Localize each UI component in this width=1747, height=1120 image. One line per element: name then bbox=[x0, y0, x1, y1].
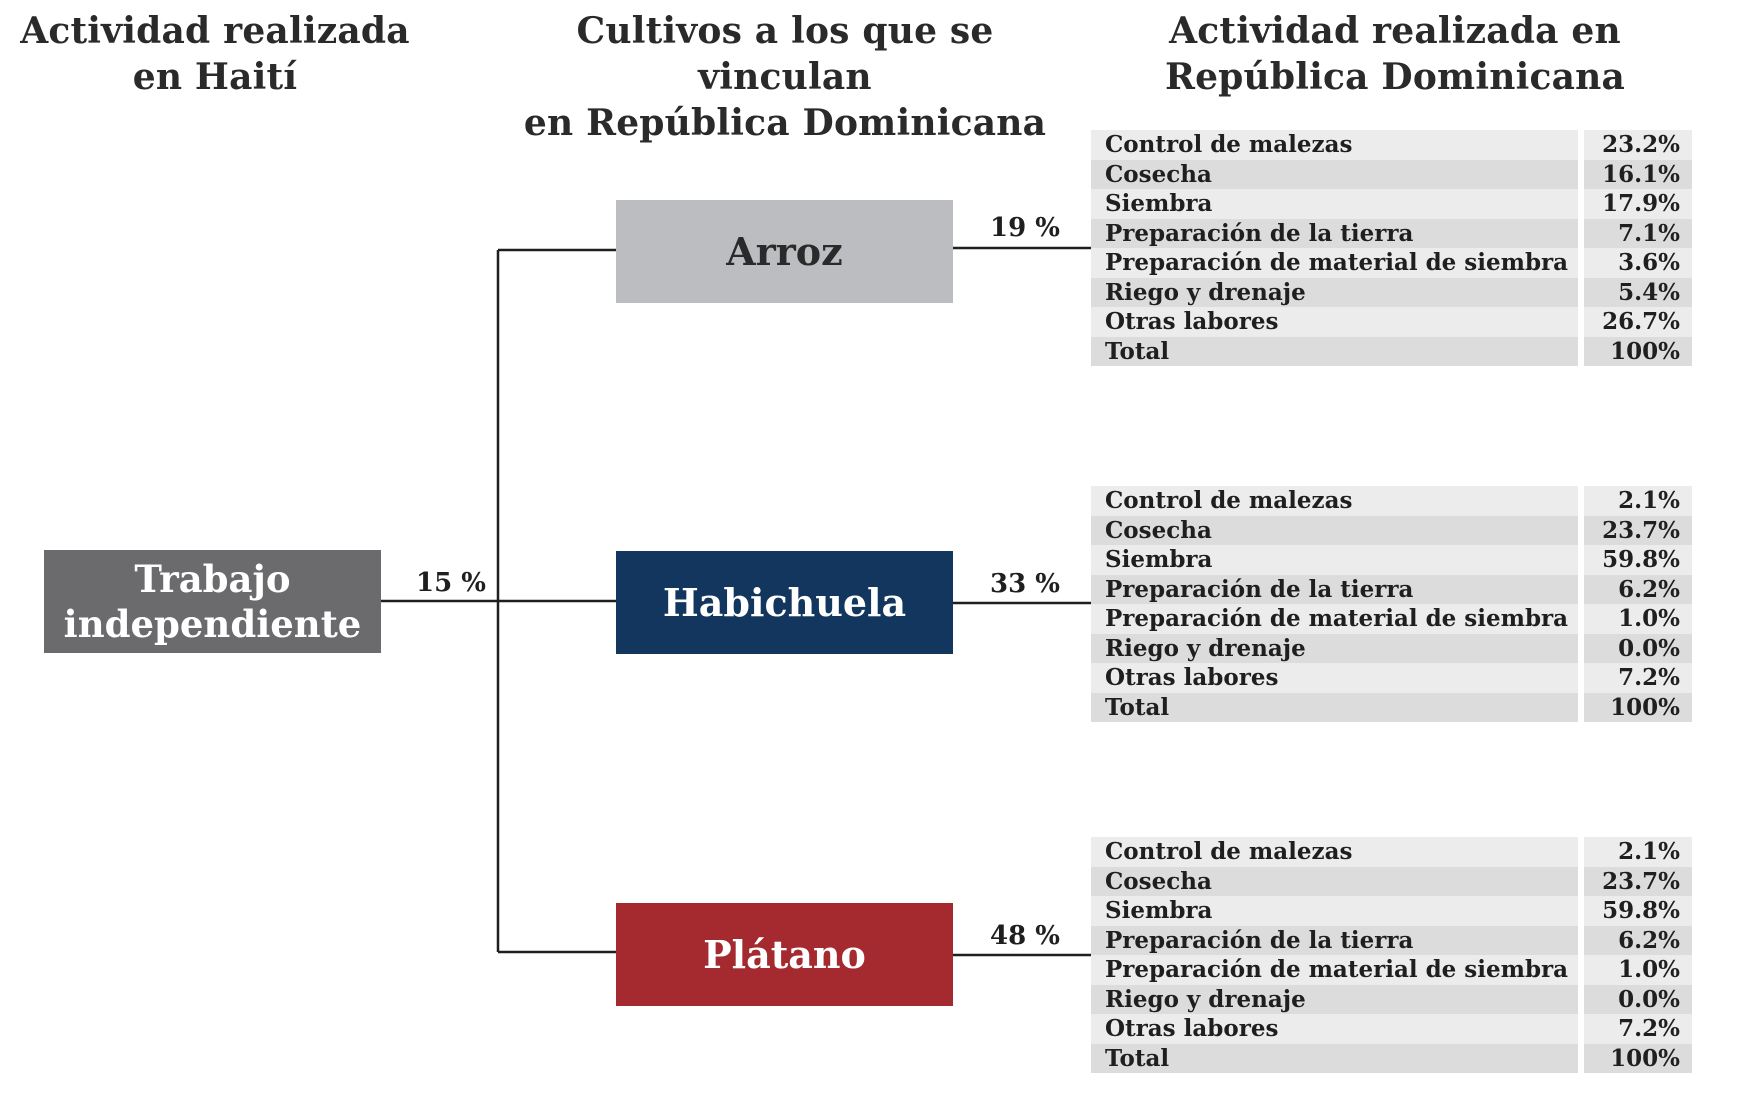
table-row bbox=[1091, 219, 1692, 249]
activity-label: Total bbox=[1091, 1044, 1578, 1074]
table-row-total bbox=[1091, 693, 1692, 723]
header-cultivos-line-2: en República Dominicana bbox=[523, 102, 1047, 144]
activity-value: 7.1% bbox=[1578, 219, 1692, 249]
crop-box-habichuela bbox=[616, 551, 953, 654]
table-row bbox=[1091, 837, 1692, 867]
activity-value: 23.7% bbox=[1578, 516, 1692, 546]
table-row bbox=[1091, 575, 1692, 605]
table-row bbox=[1091, 486, 1692, 516]
table-row bbox=[1091, 663, 1692, 693]
activity-label: Total bbox=[1091, 337, 1578, 367]
table-row bbox=[1091, 189, 1692, 219]
activity-label: Total bbox=[1091, 693, 1578, 723]
crop-percentage-arroz: 19 % bbox=[990, 213, 1060, 243]
activity-label: Preparación de material de siembra bbox=[1091, 604, 1578, 634]
table-row bbox=[1091, 985, 1692, 1015]
table-row bbox=[1091, 516, 1692, 546]
table-row bbox=[1091, 545, 1692, 575]
activity-label: Preparación de la tierra bbox=[1091, 219, 1578, 249]
activity-table-habichuela bbox=[1091, 486, 1692, 722]
activity-value: 23.7% bbox=[1578, 867, 1692, 897]
activity-label: Siembra bbox=[1091, 545, 1578, 575]
activity-label: Siembra bbox=[1091, 189, 1578, 219]
activity-label: Siembra bbox=[1091, 896, 1578, 926]
activity-label: Preparación de material de siembra bbox=[1091, 955, 1578, 985]
activity-value: 6.2% bbox=[1578, 926, 1692, 956]
source-box-trabajo-independiente bbox=[44, 550, 381, 653]
activity-value: 0.0% bbox=[1578, 985, 1692, 1015]
activity-value: 17.9% bbox=[1578, 189, 1692, 219]
crop-box-arroz bbox=[616, 200, 953, 303]
header-haiti-line-1: Actividad realizada bbox=[20, 10, 410, 52]
source-percentage: 15 % bbox=[416, 568, 486, 598]
source-label-line-1: Trabajo bbox=[134, 556, 291, 601]
crop-percentage-habichuela: 33 % bbox=[990, 569, 1060, 599]
activity-label: Preparación de material de siembra bbox=[1091, 248, 1578, 278]
table-row bbox=[1091, 1014, 1692, 1044]
table-row bbox=[1091, 130, 1692, 160]
table-row bbox=[1091, 926, 1692, 956]
table-row bbox=[1091, 867, 1692, 897]
crop-percentage-platano: 48 % bbox=[990, 921, 1060, 951]
activity-value: 7.2% bbox=[1578, 663, 1692, 693]
crop-box-platano bbox=[616, 903, 953, 1006]
activity-label: Otras labores bbox=[1091, 663, 1578, 693]
activity-table-arroz bbox=[1091, 130, 1692, 366]
activity-value: 6.2% bbox=[1578, 575, 1692, 605]
activity-label: Cosecha bbox=[1091, 867, 1578, 897]
activity-label: Control de malezas bbox=[1091, 837, 1578, 867]
activity-value: 100% bbox=[1578, 1044, 1692, 1074]
activity-value: 2.1% bbox=[1578, 837, 1692, 867]
table-row-total bbox=[1091, 1044, 1692, 1074]
table-row bbox=[1091, 634, 1692, 664]
activity-value: 100% bbox=[1578, 337, 1692, 367]
activity-label: Riego y drenaje bbox=[1091, 985, 1578, 1015]
activity-label: Cosecha bbox=[1091, 516, 1578, 546]
activity-value: 5.4% bbox=[1578, 278, 1692, 308]
activity-label: Control de malezas bbox=[1091, 130, 1578, 160]
activity-value: 26.7% bbox=[1578, 307, 1692, 337]
activity-value: 1.0% bbox=[1578, 955, 1692, 985]
activity-label: Preparación de la tierra bbox=[1091, 926, 1578, 956]
activity-value: 59.8% bbox=[1578, 896, 1692, 926]
header-rd-line-2: República Dominicana bbox=[1164, 56, 1626, 98]
table-row bbox=[1091, 160, 1692, 190]
activity-table-platano bbox=[1091, 837, 1692, 1073]
activity-value: 100% bbox=[1578, 693, 1692, 723]
header-rd-line-1: Actividad realizada en bbox=[1169, 10, 1621, 52]
activity-value: 59.8% bbox=[1578, 545, 1692, 575]
activity-label: Control de malezas bbox=[1091, 486, 1578, 516]
activity-value: 16.1% bbox=[1578, 160, 1692, 190]
table-row bbox=[1091, 955, 1692, 985]
activity-value: 2.1% bbox=[1578, 486, 1692, 516]
activity-label: Riego y drenaje bbox=[1091, 278, 1578, 308]
table-row bbox=[1091, 307, 1692, 337]
activity-value: 3.6% bbox=[1578, 248, 1692, 278]
header-cultivos-line-1: Cultivos a los que se vinculan bbox=[576, 10, 994, 98]
activity-value: 7.2% bbox=[1578, 1014, 1692, 1044]
activity-value: 1.0% bbox=[1578, 604, 1692, 634]
table-row bbox=[1091, 248, 1692, 278]
table-row-total bbox=[1091, 337, 1692, 367]
table-row bbox=[1091, 896, 1692, 926]
crop-label-platano: Plátano bbox=[703, 932, 866, 977]
activity-label: Otras labores bbox=[1091, 307, 1578, 337]
activity-label: Preparación de la tierra bbox=[1091, 575, 1578, 605]
header-haiti-line-2: en Haití bbox=[132, 56, 298, 98]
table-row bbox=[1091, 604, 1692, 634]
table-row bbox=[1091, 278, 1692, 308]
activity-value: 23.2% bbox=[1578, 130, 1692, 160]
activity-label: Otras labores bbox=[1091, 1014, 1578, 1044]
activity-label: Riego y drenaje bbox=[1091, 634, 1578, 664]
activity-label: Cosecha bbox=[1091, 160, 1578, 190]
activity-value: 0.0% bbox=[1578, 634, 1692, 664]
source-label-line-2: independiente bbox=[63, 601, 362, 646]
crop-label-arroz: Arroz bbox=[726, 229, 843, 274]
crop-label-habichuela: Habichuela bbox=[662, 580, 907, 625]
